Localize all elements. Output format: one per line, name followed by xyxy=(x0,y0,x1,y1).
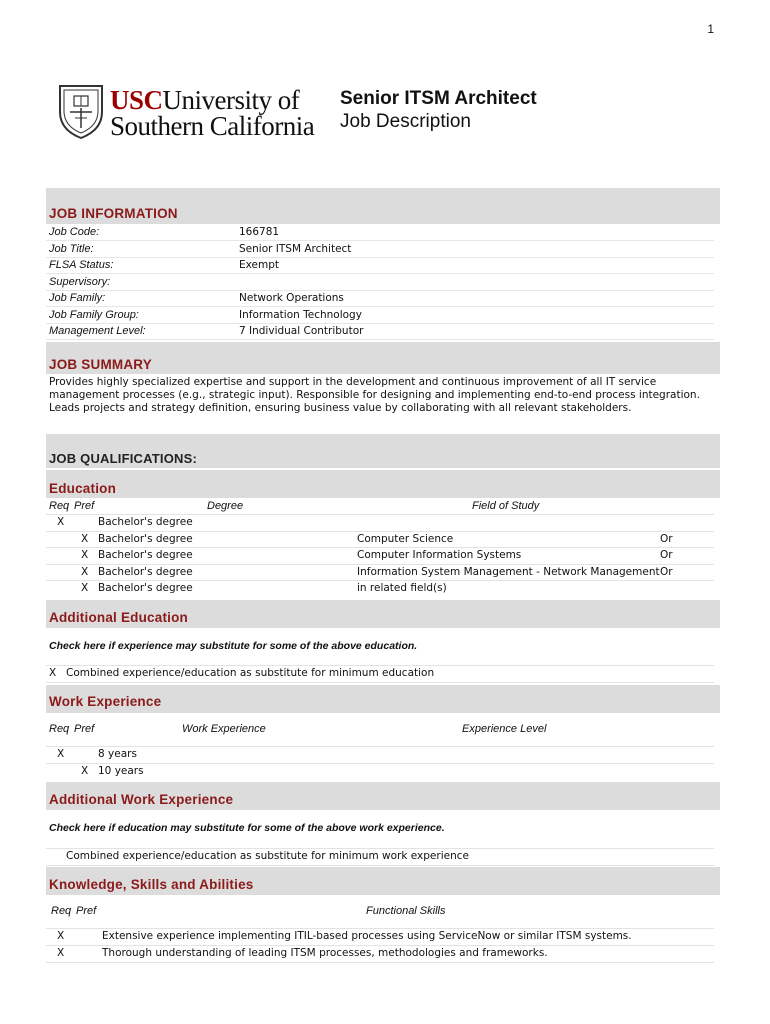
job-title-heading: Senior ITSM Architect xyxy=(340,88,537,109)
edu-degree: Bachelor's degree xyxy=(98,516,193,528)
col-degree: Degree xyxy=(207,500,244,512)
edu-pref: X xyxy=(81,582,89,594)
edu-field: in related field(s) xyxy=(357,582,447,594)
additional-work-experience-note: Check here if education may substitute for some of the above work experience. xyxy=(49,822,445,834)
additional-education-text: Combined experience/education as substitute for minimum education xyxy=(66,667,435,679)
col-pref: Pref xyxy=(74,723,95,735)
usc-seal-icon xyxy=(58,82,104,140)
info-label: Job Family Group: xyxy=(49,309,139,321)
edu-field: Information System Management - Network Management xyxy=(357,566,660,578)
col-functional-skills: Functional Skills xyxy=(366,905,446,917)
info-label: Management Level: xyxy=(49,325,146,337)
job-description-subtitle: Job Description xyxy=(340,111,471,132)
col-req: Req xyxy=(49,723,70,735)
work-pref: X xyxy=(81,765,89,777)
edu-degree: Bachelor's degree xyxy=(98,566,193,578)
info-row xyxy=(46,257,714,274)
work-value: 8 years xyxy=(98,748,137,760)
ksa-text: Extensive experience implementing ITIL-based processes using ServiceNow or similar ITSM systems. xyxy=(102,930,632,942)
info-label: Job Title: xyxy=(49,243,94,255)
ksa-req: X xyxy=(57,930,65,942)
ksa-heading: Knowledge, Skills and Abilities xyxy=(49,877,254,892)
logo-southern-california: Southern California xyxy=(110,111,315,141)
job-summary-line: Provides highly specialized expertise and support in the development and continuous improvement of all IT service xyxy=(49,376,657,388)
edu-degree: Bachelor's degree xyxy=(98,533,193,545)
edu-pref: X xyxy=(81,549,89,561)
additional-education-note: Check here if experience may substitute for some of the above education. xyxy=(49,640,418,652)
col-pref: Pref xyxy=(76,905,97,917)
work-value: 10 years xyxy=(98,765,144,777)
edu-or: Or xyxy=(660,549,673,561)
job-summary-heading: JOB SUMMARY xyxy=(49,357,152,372)
info-row xyxy=(46,290,714,307)
page-number: 1 xyxy=(707,22,714,36)
job-qualifications-heading: JOB QUALIFICATIONS: xyxy=(49,451,197,466)
logo-university-of: University of xyxy=(162,85,300,115)
edu-pref: X xyxy=(81,566,89,578)
edu-pref: X xyxy=(81,533,89,545)
usc-logo xyxy=(58,82,328,142)
edu-field: Computer Science xyxy=(357,533,454,545)
job-summary-line: Leads projects and strategy definition, ensuring business value by collaborating with all relevant stakeholders. xyxy=(49,402,632,414)
info-value: Information Technology xyxy=(239,309,362,321)
edu-degree: Bachelor's degree xyxy=(98,549,193,561)
ksa-text: Thorough understanding of leading ITSM processes, methodologies and frameworks. xyxy=(102,947,548,959)
edu-req: X xyxy=(57,516,65,528)
additional-education-heading: Additional Education xyxy=(49,610,188,625)
info-row xyxy=(46,274,714,291)
additional-work-experience-text: Combined experience/education as substitute for minimum work experience xyxy=(66,850,469,862)
col-experience-level: Experience Level xyxy=(462,723,547,735)
col-req: Req xyxy=(49,500,70,512)
col-pref: Pref xyxy=(74,500,95,512)
info-value: Senior ITSM Architect xyxy=(239,243,352,255)
job-information-heading: JOB INFORMATION xyxy=(49,206,178,221)
info-value: Exempt xyxy=(239,259,279,271)
work-experience-heading: Work Experience xyxy=(49,694,162,709)
info-label: Supervisory: xyxy=(49,276,111,288)
info-label: Job Code: xyxy=(49,226,100,238)
info-value: 7 Individual Contributor xyxy=(239,325,364,337)
edu-degree: Bachelor's degree xyxy=(98,582,193,594)
info-value: Network Operations xyxy=(239,292,344,304)
logo-usc: USC xyxy=(110,85,163,115)
col-field-of-study: Field of Study xyxy=(472,500,540,512)
additional-education-check: X xyxy=(49,667,57,679)
info-row xyxy=(46,323,714,340)
job-summary-line: management processes (e.g., strategic input). Responsible for designing and implementing end-to-end process integration. xyxy=(49,389,700,401)
education-heading: Education xyxy=(49,481,117,496)
info-row xyxy=(46,241,714,258)
edu-field: Computer Information Systems xyxy=(357,549,522,561)
info-label: FLSA Status: xyxy=(49,259,114,271)
edu-or: Or xyxy=(660,533,673,545)
additional-work-experience-heading: Additional Work Experience xyxy=(49,792,234,807)
edu-or: Or xyxy=(660,566,673,578)
education-band xyxy=(46,470,720,498)
info-value: 166781 xyxy=(239,226,280,238)
info-row xyxy=(46,307,714,324)
work-req: X xyxy=(57,748,65,760)
info-label: Job Family: xyxy=(49,292,106,304)
col-work-experience: Work Experience xyxy=(182,723,266,735)
ksa-req: X xyxy=(57,947,65,959)
info-row xyxy=(46,224,714,241)
col-req: Req xyxy=(51,905,72,917)
